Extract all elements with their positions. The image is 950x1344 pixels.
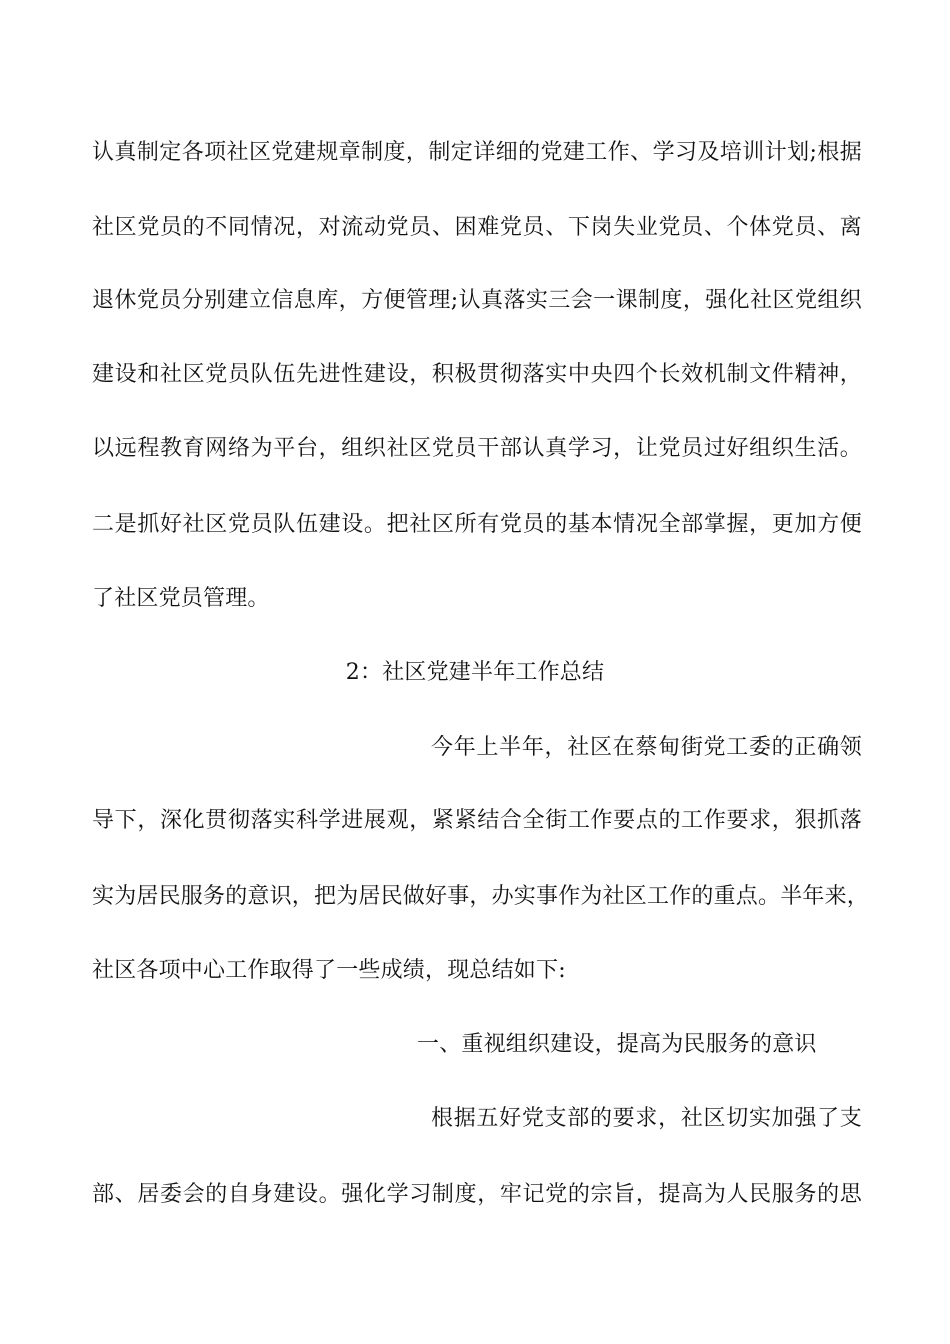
paragraph-line: 了社区党员管理。 (92, 586, 270, 611)
section-heading: 2：社区党建半年工作总结 (345, 660, 605, 685)
paragraph-line: 二是抓好社区党员队伍建设。把社区所有党员的基本情况全部掌握，更加方便 (92, 512, 862, 537)
paragraph-line: 实为居民服务的意识，把为居民做好事，办实事作为社区工作的重点。半年来， (92, 884, 870, 909)
paragraph-line: 退休党员分别建立信息库，方便管理;认真落实三会一课制度，强化社区党组织 (92, 288, 862, 313)
paragraph-line: 导下，深化贯彻落实科学进展观，紧紧结合全街工作要点的工作要求，狠抓落 (92, 808, 862, 833)
paragraph-line: 社区党员的不同情况，对流动党员、困难党员、下岗失业党员、个体党员、离 (92, 215, 862, 240)
paragraph-line: 社区各项中心工作取得了一些成绩，现总结如下: (92, 958, 566, 983)
paragraph-line: 今年上半年，社区在蔡甸街党工委的正确领 (431, 735, 862, 760)
paragraph-line: 根据五好党支部的要求，社区切实加强了支 (431, 1106, 862, 1131)
paragraph-line: 建设和社区党员队伍先进性建设，积极贯彻落实中央四个长效机制文件精神， (92, 362, 862, 387)
paragraph-line: 认真制定各项社区党建规章制度，制定详细的党建工作、学习及培训计划;根据 (92, 140, 862, 165)
paragraph-line: 部、居委会的自身建设。强化学习制度，牢记党的宗旨，提高为人民服务的思 (92, 1182, 862, 1207)
paragraph-line: 以远程教育网络为平台，组织社区党员干部认真学习，让党员过好组织生活。 (92, 436, 862, 461)
subsection-heading: 一、重视组织建设，提高为民服务的意识 (417, 1032, 817, 1057)
